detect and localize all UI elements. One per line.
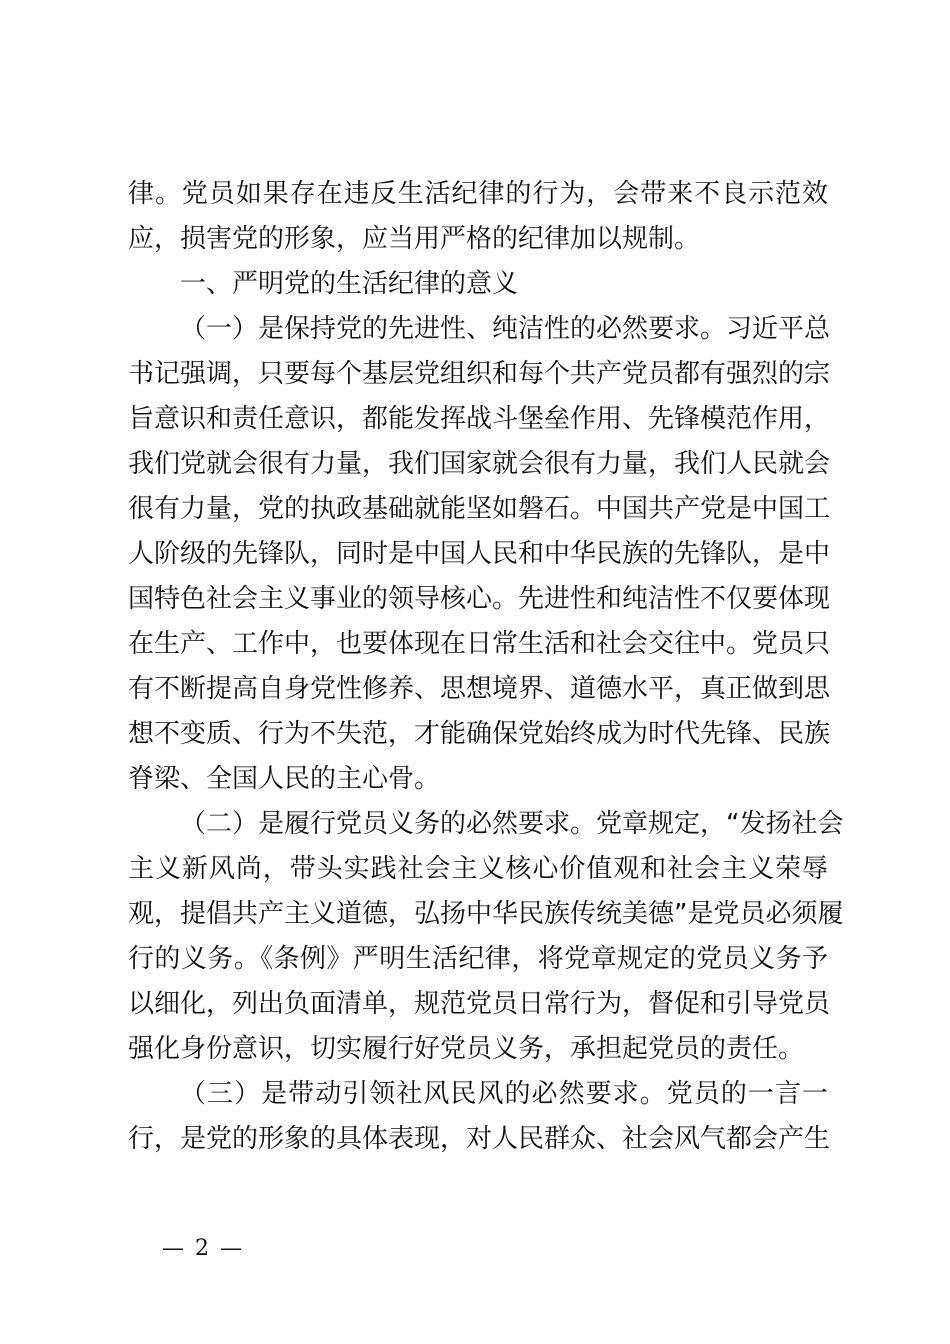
text-line: （三）是带动引领社风民风的必然要求。党员的一言一 bbox=[180, 1079, 828, 1109]
text-line: （二）是履行党员义务的必然要求。党章规定，“发扬社会 bbox=[180, 809, 844, 839]
section-heading: 一、严明党的生活纪律的意义 bbox=[180, 269, 519, 299]
text-line: 很有力量，党的执政基础就能坚如磐石。中国共产党是中国工 bbox=[128, 494, 831, 524]
text-line: 观，提倡共产主义道德，弘扬中华民族传统美德”是党员必须履 bbox=[128, 899, 844, 929]
text-line: 我们党就会很有力量，我们国家就会很有力量，我们人民就会 bbox=[128, 449, 831, 479]
text-line: 有不断提高自身党性修养、思想境界、道德水平，真正做到思 bbox=[128, 674, 831, 704]
text-line: 以细化，列出负面清单，规范党员日常行为，督促和引导党员 bbox=[128, 989, 831, 1019]
text-line: 应，损害党的形象，应当用严格的纪律加以规制。 bbox=[128, 224, 701, 254]
text-line: 行，是党的形象的具体表现，对人民群众、社会风气都会产生 bbox=[128, 1124, 831, 1154]
body-text bbox=[128, 172, 844, 1162]
text-line: 强化身份意识，切实履行好党员义务，承担起党员的责任。 bbox=[128, 1034, 805, 1064]
text-line: 主义新风尚，带头实践社会主义核心价值观和社会主义荣辱 bbox=[128, 854, 828, 884]
text-line: 人阶级的先锋队，同时是中国人民和中华民族的先锋队，是中 bbox=[128, 539, 831, 569]
text-line: （一）是保持党的先进性、纯洁性的必然要求。习近平总 bbox=[180, 314, 831, 344]
text-line: 律。党员如果存在违反生活纪律的行为，会带来不良示范效 bbox=[128, 179, 828, 209]
text-line: 脊梁、全国人民的主心骨。 bbox=[128, 764, 441, 794]
text-line: 想不变质、行为不失范，才能确保党始终成为时代先锋、民族 bbox=[128, 719, 831, 749]
text-line: 在生产、工作中，也要体现在日常生活和社会交往中。党员只 bbox=[128, 629, 831, 659]
page-number: — 2 — bbox=[162, 1236, 244, 1261]
text-line: 国特色社会主义事业的领导核心。先进性和纯洁性不仅要体现 bbox=[128, 584, 831, 614]
text-line: 行的义务。《条例》严明生活纪律，将党章规定的党员义务予 bbox=[128, 944, 828, 974]
text-line: 旨意识和责任意识，都能发挥战斗堡垒作用、先锋模范作用， bbox=[128, 404, 831, 434]
text-line: 书记强调，只要每个基层党组织和每个共产党员都有强烈的宗 bbox=[128, 359, 831, 389]
